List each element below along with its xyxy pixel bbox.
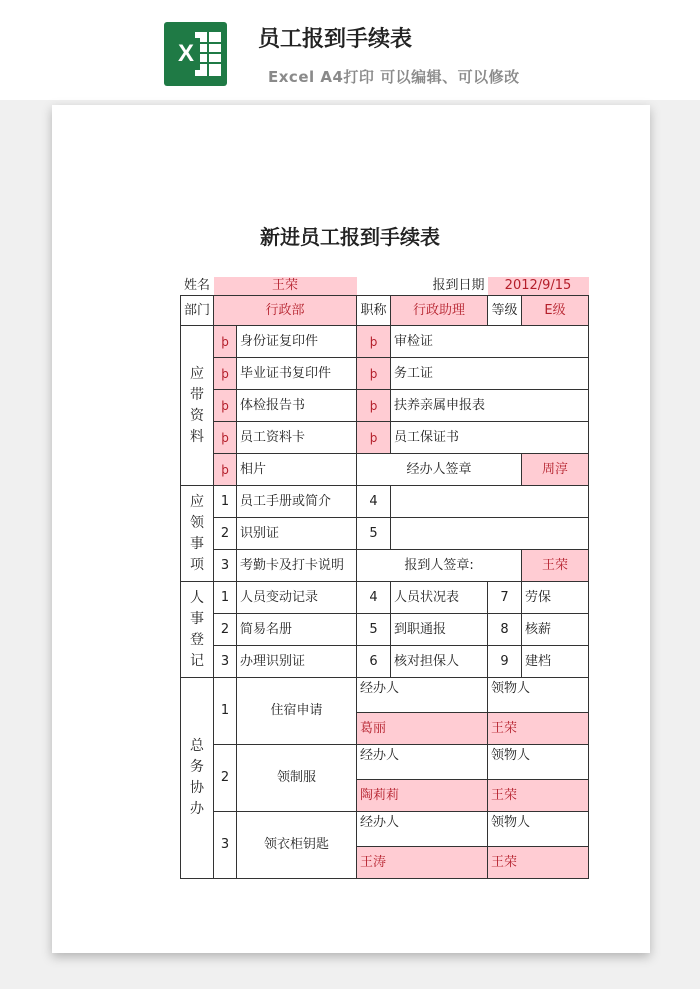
hr-item: 劳保 bbox=[522, 582, 589, 614]
handler-label: 经办人 bbox=[357, 745, 488, 780]
handler-label: 经办人 bbox=[357, 678, 488, 713]
check-mark[interactable]: þ bbox=[214, 358, 237, 390]
receive-blank-cell[interactable] bbox=[391, 486, 589, 518]
item-number: 2 bbox=[214, 614, 237, 646]
material-item: 务工证 bbox=[391, 358, 589, 390]
item-number: 3 bbox=[214, 646, 237, 678]
material-item: 扶养亲属申报表 bbox=[391, 390, 589, 422]
handler-value[interactable]: 王涛 bbox=[357, 847, 488, 879]
receiver-label: 领物人 bbox=[488, 812, 589, 847]
general-item: 领衣柜钥匙 bbox=[237, 812, 357, 879]
item-number: 1 bbox=[214, 582, 237, 614]
document-title: 新进员工报到手续表 bbox=[260, 225, 440, 249]
receive-item: 考勤卡及打卡说明 bbox=[237, 550, 357, 582]
table-row bbox=[181, 277, 589, 296]
check-mark[interactable]: þ bbox=[357, 326, 391, 358]
hr-item: 办理识别证 bbox=[237, 646, 357, 678]
item-number: 5 bbox=[357, 614, 391, 646]
table-row bbox=[181, 518, 589, 550]
check-mark[interactable]: þ bbox=[214, 390, 237, 422]
item-number: 3 bbox=[214, 812, 237, 879]
table-row bbox=[181, 296, 589, 326]
date-value[interactable]: 2012/9/15 bbox=[488, 277, 589, 296]
hr-item: 简易名册 bbox=[237, 614, 357, 646]
excel-icon bbox=[164, 22, 227, 86]
table-row bbox=[181, 454, 589, 486]
receiver-value[interactable]: 王荣 bbox=[488, 713, 589, 745]
item-number: 4 bbox=[357, 486, 391, 518]
handler-sign-label: 经办人签章 bbox=[357, 454, 522, 486]
grade-label: 等级 bbox=[488, 296, 522, 326]
item-number: 1 bbox=[214, 678, 237, 745]
hr-item: 核薪 bbox=[522, 614, 589, 646]
table-row bbox=[181, 550, 589, 582]
material-item: 员工保证书 bbox=[391, 422, 589, 454]
receiver-value[interactable]: 王荣 bbox=[488, 780, 589, 812]
page-header bbox=[0, 0, 700, 100]
handler-value[interactable]: 葛丽 bbox=[357, 713, 488, 745]
position-value[interactable]: 行政助理 bbox=[391, 296, 488, 326]
check-mark[interactable]: þ bbox=[357, 390, 391, 422]
item-number: 7 bbox=[488, 582, 522, 614]
table-row bbox=[181, 678, 589, 713]
dept-label: 部门 bbox=[181, 296, 214, 326]
reporter-sign-value[interactable]: 王荣 bbox=[522, 550, 589, 582]
item-number: 3 bbox=[214, 550, 237, 582]
material-item: 体检报告书 bbox=[237, 390, 357, 422]
table-row bbox=[181, 646, 589, 678]
table-row bbox=[181, 390, 589, 422]
material-item: 相片 bbox=[237, 454, 357, 486]
name-label: 姓名 bbox=[184, 278, 211, 293]
item-number: 2 bbox=[214, 745, 237, 812]
handler-label: 经办人 bbox=[357, 812, 488, 847]
receiver-value[interactable]: 王荣 bbox=[488, 847, 589, 879]
item-number: 1 bbox=[214, 486, 237, 518]
hr-item: 人员变动记录 bbox=[237, 582, 357, 614]
header-title: 员工报到手续表 bbox=[258, 27, 413, 52]
date-label: 报到日期 bbox=[432, 278, 485, 293]
item-number: 2 bbox=[214, 518, 237, 550]
check-mark[interactable]: þ bbox=[214, 454, 237, 486]
receive-item: 员工手册或简介 bbox=[237, 486, 357, 518]
table-row bbox=[181, 745, 589, 780]
hr-item: 核对担保人 bbox=[391, 646, 488, 678]
receive-blank-cell[interactable] bbox=[391, 518, 589, 550]
handler-value[interactable]: 陶莉莉 bbox=[357, 780, 488, 812]
table-row bbox=[181, 582, 589, 614]
material-item: 身份证复印件 bbox=[237, 326, 357, 358]
position-label: 职称 bbox=[357, 296, 391, 326]
hr-item: 人员状况表 bbox=[391, 582, 488, 614]
item-number: 6 bbox=[357, 646, 391, 678]
materials-section-label: 应 带 资 料 bbox=[181, 326, 214, 486]
item-number: 9 bbox=[488, 646, 522, 678]
item-number: 4 bbox=[357, 582, 391, 614]
receiver-label: 领物人 bbox=[488, 678, 589, 713]
document-page bbox=[52, 105, 650, 953]
receive-item: 识别证 bbox=[237, 518, 357, 550]
item-number: 5 bbox=[357, 518, 391, 550]
table-row bbox=[181, 812, 589, 847]
table-row bbox=[181, 358, 589, 390]
grade-value[interactable]: E级 bbox=[522, 296, 589, 326]
material-item: 审检证 bbox=[391, 326, 589, 358]
general-item: 住宿申请 bbox=[237, 678, 357, 745]
check-mark[interactable]: þ bbox=[357, 422, 391, 454]
table-row bbox=[181, 486, 589, 518]
hr-item: 建档 bbox=[522, 646, 589, 678]
receive-section-label: 应 领 事 项 bbox=[181, 486, 214, 582]
handler-sign-value[interactable]: 周淳 bbox=[522, 454, 589, 486]
dept-value[interactable]: 行政部 bbox=[214, 296, 357, 326]
check-mark[interactable]: þ bbox=[214, 422, 237, 454]
receiver-label: 领物人 bbox=[488, 745, 589, 780]
general-section-label: 总 务 协 办 bbox=[181, 678, 214, 879]
excel-logo-letter: X bbox=[172, 38, 200, 70]
table-row bbox=[181, 614, 589, 646]
hr-item: 到职通报 bbox=[391, 614, 488, 646]
table-row bbox=[181, 422, 589, 454]
material-item: 毕业证书复印件 bbox=[237, 358, 357, 390]
check-mark[interactable]: þ bbox=[357, 358, 391, 390]
reporter-sign-label: 报到人签章: bbox=[357, 550, 522, 582]
report-form-table bbox=[180, 277, 589, 879]
hr-section-label: 人 事 登 记 bbox=[181, 582, 214, 678]
check-mark[interactable]: þ bbox=[214, 326, 237, 358]
header-subtitle: Excel A4打印 可以编辑、可以修改 bbox=[268, 68, 520, 86]
name-value[interactable]: 王荣 bbox=[214, 277, 357, 296]
table-row bbox=[181, 326, 589, 358]
general-item: 领制服 bbox=[237, 745, 357, 812]
item-number: 8 bbox=[488, 614, 522, 646]
material-item: 员工资料卡 bbox=[237, 422, 357, 454]
